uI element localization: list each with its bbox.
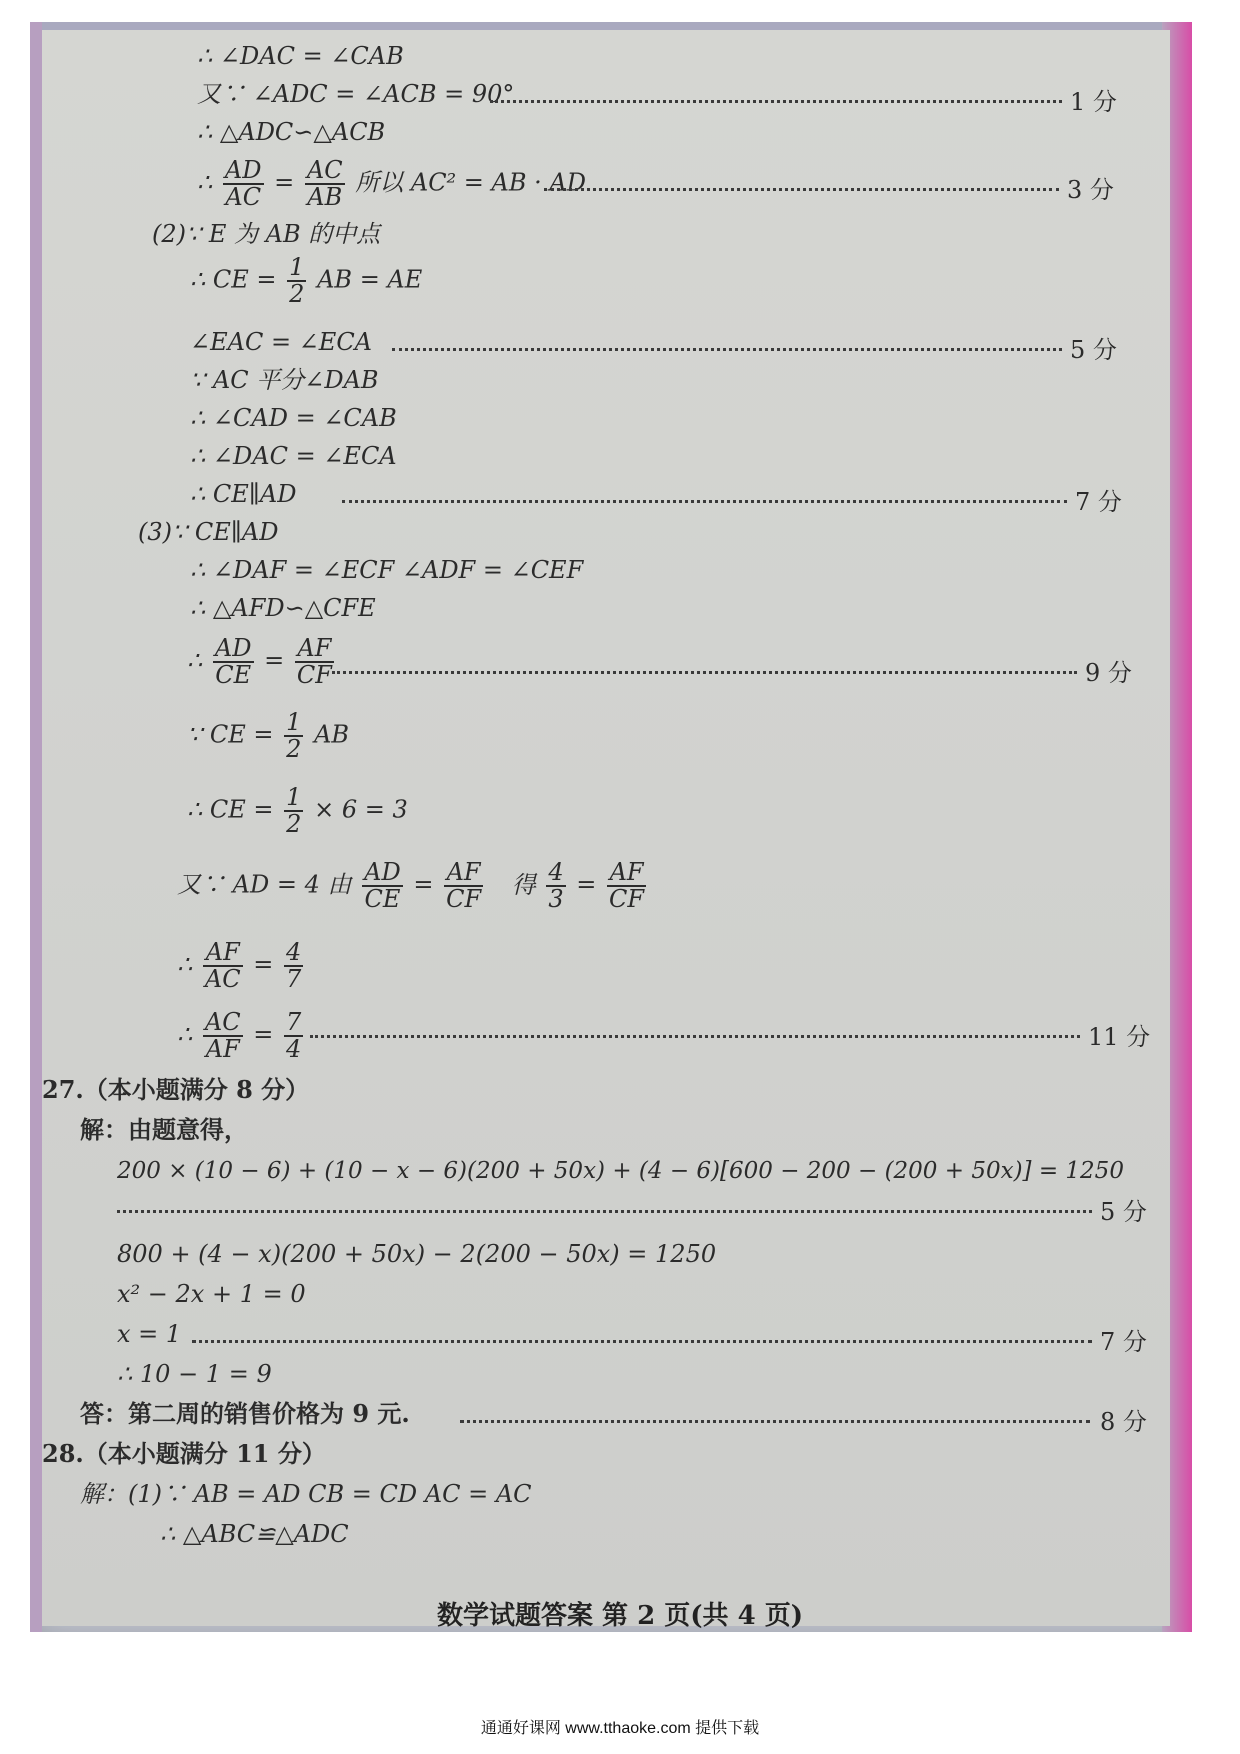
- proof-line: ∴ △ADC∽△ACB: [197, 118, 386, 146]
- dotted-leader: [392, 348, 1062, 351]
- solution-intro: 解：由题意得，: [80, 1115, 248, 1144]
- denominator: AB: [307, 183, 343, 212]
- equation: x = 1: [117, 1320, 182, 1348]
- proof-line: 解：(1)∵ AB = AD CB = CD AC = AC: [80, 1480, 532, 1508]
- fraction: [444, 860, 483, 912]
- footer-watermark: 通通好课网 www.tthaoke.com 提供下载: [480, 1720, 760, 1737]
- proof-text: AB = AE: [317, 265, 423, 294]
- numerator: 1: [289, 253, 305, 281]
- denominator: 2: [286, 810, 302, 839]
- numerator: 1: [286, 708, 302, 736]
- denominator: CE: [215, 661, 252, 690]
- question-header: 28.（本小题满分 11 分）: [42, 1439, 326, 1468]
- fraction: [203, 1010, 243, 1062]
- score-mark: 7 分: [1075, 488, 1122, 516]
- fraction: [284, 940, 303, 992]
- proof-line: 又∵ ∠ADC = ∠ACB = 90°: [197, 80, 515, 108]
- score-mark: 11 分: [1088, 1023, 1151, 1051]
- denominator: CF: [446, 885, 482, 914]
- proof-line: ∴ ∠DAF = ∠ECF ∠ADF = ∠CEF: [190, 556, 584, 584]
- proof-line: ∴ ∠DAC = ∠CAB: [197, 42, 404, 70]
- numerator: 7: [286, 1008, 302, 1036]
- denominator: 7: [286, 965, 302, 994]
- proof-line: ∴ ∠CAD = ∠CAB: [190, 404, 397, 432]
- equation: x² − 2x + 1 = 0: [117, 1280, 306, 1308]
- proof-line: ∴ △ABC≌△ADC: [160, 1520, 349, 1548]
- fraction: [213, 636, 254, 688]
- proof-line: ∴ △AFD∽△CFE: [190, 594, 376, 622]
- dotted-leader: [490, 100, 1062, 103]
- numerator: AF: [203, 940, 243, 967]
- score-mark: 1 分: [1070, 88, 1117, 116]
- proof-line: [187, 785, 408, 837]
- score-mark: 3 分: [1067, 176, 1114, 204]
- proof-text: × 6 = 3: [314, 795, 408, 824]
- equals: =: [264, 646, 285, 675]
- denominator: AF: [205, 1035, 240, 1064]
- answer-sheet: [42, 30, 1170, 1626]
- numerator: AF: [607, 860, 646, 887]
- fraction: [223, 158, 264, 210]
- fraction: [305, 158, 345, 210]
- proof-line: [177, 860, 649, 912]
- fraction: [607, 860, 646, 912]
- dotted-leader: [544, 188, 1059, 191]
- proof-line: [187, 710, 349, 762]
- numerator: 1: [286, 783, 302, 811]
- photo-edge-left: [30, 22, 42, 1632]
- numerator: AC: [306, 156, 343, 184]
- proof-line: [190, 255, 422, 307]
- part-header: (2)∵ E 为 AB 的中点: [152, 220, 381, 248]
- proof-text: 得: [511, 870, 536, 899]
- score-mark: 7 分: [1100, 1328, 1147, 1356]
- equation: ∴ 10 − 1 = 9: [117, 1360, 272, 1388]
- denominator: 2: [289, 280, 305, 309]
- answer-line: 答：第二周的销售价格为 9 元.: [80, 1399, 410, 1428]
- numerator: AF: [295, 636, 334, 663]
- denominator: AC: [204, 965, 241, 994]
- numerator: 4: [548, 858, 564, 886]
- dotted-leader: [192, 1340, 1092, 1343]
- page-label: 数学试题答案 第 2 页(共 4 页): [436, 1601, 804, 1631]
- dotted-leader: [342, 500, 1067, 503]
- therefore-symbol: ∴: [177, 950, 193, 979]
- denominator: AC: [225, 183, 262, 212]
- therefore-symbol: ∴: [177, 1020, 193, 1049]
- fraction: [284, 1010, 303, 1062]
- equals: =: [576, 870, 597, 899]
- fraction: [284, 710, 303, 762]
- therefore-symbol: ∴: [187, 646, 203, 675]
- proof-text: AB: [314, 720, 350, 749]
- equals: =: [274, 168, 295, 197]
- numerator: AF: [444, 860, 483, 887]
- proof-text: 所以 AC² = AB · AD: [355, 168, 586, 197]
- fraction: [284, 785, 303, 837]
- denominator: CF: [296, 661, 332, 690]
- denominator: CF: [609, 885, 645, 914]
- dotted-leader: [310, 1035, 1080, 1038]
- fraction: [287, 255, 306, 307]
- equation: 200 × (10 − 6) + (10 − x − 6)(200 + 50x) + (4 − 6)[600 − 200 − (200 + 50x)] = 1250: [117, 1158, 1124, 1184]
- proof-text: 又∵ AD = 4 由: [177, 870, 352, 899]
- proof-line: [177, 940, 306, 992]
- proof-text: ∴ CE =: [190, 265, 277, 294]
- denominator: 2: [286, 735, 302, 764]
- part-header: (3)∵ CE∥AD: [138, 518, 279, 546]
- proof-line: ∴ ∠DAC = ∠ECA: [190, 442, 397, 470]
- denominator: CE: [364, 885, 401, 914]
- equals: =: [413, 870, 434, 899]
- denominator: 3: [548, 885, 564, 914]
- numerator: AC: [204, 1008, 241, 1036]
- numerator: 4: [286, 938, 302, 966]
- dotted-leader: [117, 1210, 1092, 1213]
- proof-text: ∴ CE =: [187, 795, 274, 824]
- equals: =: [253, 950, 274, 979]
- dotted-leader: [332, 671, 1077, 674]
- photo-edge-top: [30, 22, 1192, 30]
- proof-line: ∴ CE∥AD: [190, 480, 297, 508]
- score-mark: 8 分: [1100, 1408, 1147, 1436]
- question-header: 27.（本小题满分 8 分）: [42, 1075, 310, 1104]
- proof-line: [197, 158, 586, 210]
- proof-text: ∵ CE =: [187, 720, 274, 749]
- equals: =: [253, 1020, 274, 1049]
- equation: 800 + (4 − x)(200 + 50x) − 2(200 − 50x) = 1250: [117, 1240, 717, 1268]
- fraction: [295, 636, 334, 688]
- therefore-symbol: ∴: [197, 168, 213, 197]
- dotted-leader: [460, 1420, 1090, 1423]
- numerator: AD: [364, 858, 401, 886]
- numerator: AD: [224, 156, 262, 184]
- fraction: [203, 940, 243, 992]
- numerator: AD: [214, 634, 252, 662]
- score-mark: 5 分: [1070, 336, 1117, 364]
- proof-line: ∵ AC 平分∠DAB: [190, 366, 379, 394]
- fraction: [546, 860, 565, 912]
- proof-line: ∠EAC = ∠ECA: [190, 328, 373, 356]
- denominator: 4: [286, 1035, 302, 1064]
- score-mark: 9 分: [1085, 659, 1132, 687]
- proof-line: [177, 1010, 306, 1062]
- score-mark: 5 分: [1100, 1198, 1147, 1226]
- fraction: [362, 860, 403, 912]
- proof-line: [187, 636, 337, 688]
